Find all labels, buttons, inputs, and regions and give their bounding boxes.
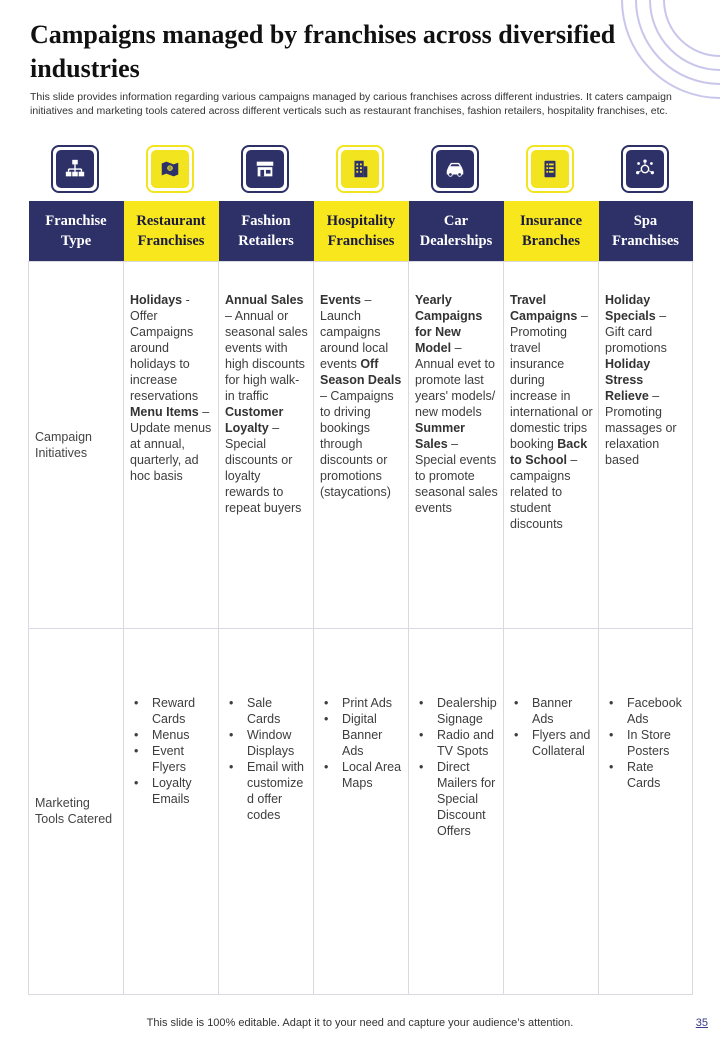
campaigns-table (28, 201, 693, 995)
list-item: • In Store Posters (627, 727, 687, 759)
franchise-network-icon (51, 145, 99, 193)
page-number[interactable]: 35 (695, 1017, 708, 1029)
table-header-row (29, 201, 693, 261)
list-item: • Menus (152, 727, 213, 743)
list-item: • Reward Cards (152, 695, 213, 727)
header-car-dealerships: Car Dealerships (409, 201, 504, 261)
spa-network-icon (621, 145, 669, 193)
list-item: • Flyers and Collateral (532, 727, 593, 759)
initiative-text: – Update menus at annual, quarterly, ad hoc basis (130, 404, 212, 483)
cell-tools-restaurant (124, 628, 219, 994)
header-spa-franchises: Spa Franchises (599, 201, 693, 261)
initiative-title: Holidays (130, 292, 183, 307)
initiative-text: – campaigns related to student discounts (510, 452, 578, 531)
header-fashion-retailers: Fashion Retailers (219, 201, 314, 261)
initiative-title: Back to School (510, 436, 588, 467)
list-item: • Direct Mailers for Special Discount Offers (437, 759, 498, 839)
cell-tools-insurance (504, 628, 599, 994)
initiative-text: – Promoting massages or relaxation based (605, 388, 677, 467)
hotel-building-icon (336, 145, 384, 193)
header-insurance-branches: Insurance Branches (504, 201, 599, 261)
initiative-title: Travel Campaigns (510, 292, 578, 323)
initiative-text: – Annual evet to promote last years' models/ new models (415, 340, 496, 419)
initiative-text: - Offer Campaigns around holidays to increase reservations (130, 292, 199, 403)
initiative-title: Events (320, 292, 361, 307)
car-icon (431, 145, 479, 193)
initiative-text: – Gift card promotions (605, 308, 667, 355)
header-franchise-type: Franchise Type (29, 201, 124, 261)
list-item: • Email with customize d offer codes (247, 759, 308, 823)
list-item: • Event Flyers (152, 743, 213, 775)
initiative-title: Yearly Campaigns for New Model (415, 292, 483, 355)
list-item: • Banner Ads (532, 695, 593, 727)
table-row-marketing-tools (29, 628, 693, 994)
list-item: • Radio and TV Spots (437, 727, 498, 759)
cell-tools-car (409, 628, 504, 994)
list-item: • Facebook Ads (627, 695, 687, 727)
initiative-title: Annual Sales (225, 292, 304, 307)
cell-initiatives-spa (599, 261, 693, 628)
header-icon-row (28, 145, 692, 199)
initiative-text: – Campaigns to driving bookings through discounts or promotions (staycations) (320, 388, 394, 499)
initiative-title: Menu Items (130, 404, 199, 419)
cell-initiatives-fashion (219, 261, 314, 628)
cell-initiatives-hospitality (314, 261, 409, 628)
initiative-title: Off Season Deals (320, 356, 402, 387)
list-item: • Rate Cards (627, 759, 687, 791)
list-item: • Sale Cards (247, 695, 308, 727)
footer-note: This slide is 100% editable. Adapt it to your need and capture your audience’s attention. (146, 1017, 574, 1029)
initiative-title: Customer Loyalty (225, 404, 284, 435)
header-hospitality-franchises: Hospitality Franchises (314, 201, 409, 261)
header-restaurant-franchises: Restaurant Franchises (124, 201, 219, 261)
cell-tools-fashion (219, 628, 314, 994)
initiative-text: – Special events to promote seasonal sales events (415, 436, 498, 515)
initiative-text: – Annual or seasonal sales events with high discounts for high walk-in traffic (225, 308, 308, 403)
cell-initiatives-car (409, 261, 504, 628)
initiative-text: – Promoting travel insurance during increase in international or domestic trips booking (510, 308, 593, 451)
initiative-title: Holiday Stress Relieve (605, 356, 651, 403)
initiative-title: Holiday Specials (605, 292, 656, 323)
row-label-marketing-tools: Marketing Tools Catered (29, 628, 124, 994)
cell-initiatives-restaurant (124, 261, 219, 628)
list-item: • Print Ads (342, 695, 403, 711)
store-front-icon (241, 145, 289, 193)
initiative-text: – Special discounts or loyalty rewards to repeat buyers (225, 420, 302, 515)
cell-tools-spa (599, 628, 693, 994)
cell-initiatives-insurance (504, 261, 599, 628)
initiative-title: Summer Sales (415, 420, 466, 451)
cell-tools-hospitality (314, 628, 409, 994)
list-item: • Digital Banner Ads (342, 711, 403, 759)
page-subtitle: This slide provides information regarding various campaigns managed by carious franchises across different industries. It caters campaign initiatives and marketing tools catered across different verticals such as restaurant franchises, fashion retailers, hospitality franchises, etc. (30, 91, 672, 117)
list-item: • Dealership Signage (437, 695, 498, 727)
row-label-campaign-initiatives: Campaign Initiatives (29, 261, 124, 628)
initiative-text: – Launch campaigns around local events (320, 292, 389, 371)
list-item: • Loyalty Emails (152, 775, 213, 807)
restaurant-map-icon (146, 145, 194, 193)
insurance-document-icon (526, 145, 574, 193)
table-row-campaign-initiatives (29, 261, 693, 628)
page-title: Campaigns managed by franchises across diversified industries (30, 20, 616, 83)
list-item: • Window Displays (247, 727, 308, 759)
list-item: • Local Area Maps (342, 759, 403, 791)
